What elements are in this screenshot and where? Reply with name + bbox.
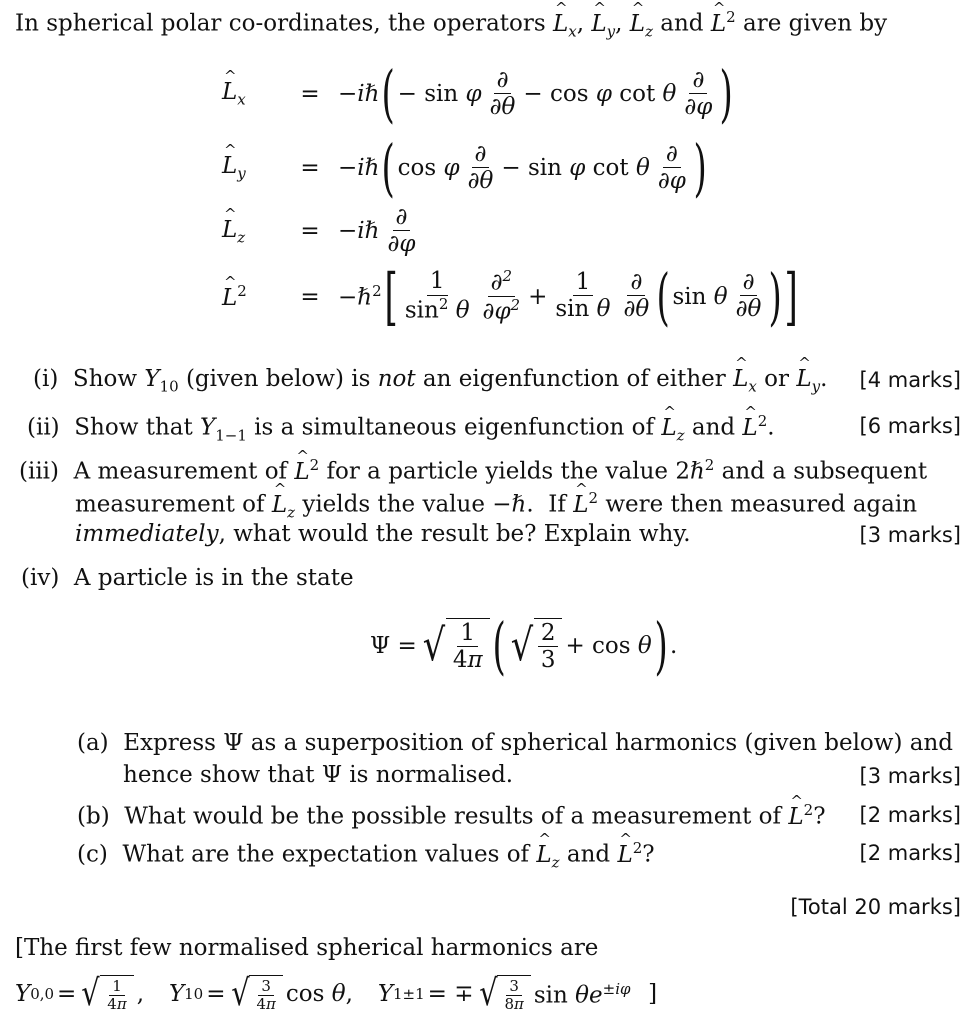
equation-lx: ^ $L_x$ = −iℏ ( − sin φ $\frac{\partial}{\partial\theta}$ − cos φ cot θ $\frac{\partial}{\partial\varphi}$ ) [222, 66, 733, 122]
question-iv: (iv) A particle is in the state [21, 565, 354, 591]
psi-equation: Ψ = √ $\frac{1}{4\pi}$ ( √ $\frac{2}{3}$ + cos θ ) . [370, 609, 678, 682]
intro-text: In spherical polar co-ordinates, the operators ^ $L_x$, ^ $L_y$, ^ $L_z$ and ^ $L^2$ are given by [15, 8, 887, 40]
marks-b: [2 marks] [859, 803, 961, 827]
question-ii: (ii) Show that $Y_{1-1}$ is a simultaneous eigenfunction of ^ $L_z$ and ^ $L^2$. [27, 412, 775, 444]
marks-ii: [6 marks] [859, 414, 961, 438]
subpart-b: (b) What would be the possible results of a measurement of ^ $L^2$? [77, 801, 826, 830]
marks-a: [3 marks] [859, 764, 961, 788]
subpart-a: (a) Express Ψ as a superposition of spherical harmonics (given below) and [77, 730, 953, 756]
marks-iii: [3 marks] [859, 523, 961, 547]
question-i: (i) Show $Y_{10}$ (given below) is not an eigenfunction of either ^ $L_x$ or ^ $L_y$. [33, 366, 827, 396]
equation-ly: ^ $L_y$ = −iℏ ( cos φ $\frac{\partial}{\partial\theta}$ − sin φ cot θ $\frac{\partial}{\partial\varphi}$ ) [222, 140, 706, 196]
question-iii-line2: measurement of ^ $L_z$ yields the value −ℏ. If ^ $L^2$ were then measured again [75, 489, 917, 521]
subpart-a-line2: hence show that Ψ is normalised. [123, 762, 514, 788]
total-marks: [Total 20 marks] [790, 895, 961, 919]
question-iii: (iii) A measurement of ^ $L^2$ for a particle yields the value 2ℏ$^2$ and a subsequent [19, 456, 927, 485]
marks-c: [2 marks] [859, 841, 961, 865]
question-iii-line3: immediately, what would the result be? Explain why. [75, 521, 691, 547]
equation-l2: ^ $L^2$ = −ℏ$^2$ [ $\frac{1}{\sin^2 \theta}$ $\frac{\partial^2}{\partial\varphi^2}$ + $\frac{1}{\text{sin θ}}$ $\frac{\partial}{\partial\theta}$ ( sin θ $\frac{\partial}{\partial\theta}$ ) ] [222, 268, 797, 325]
marks-i: [4 marks] [859, 368, 961, 392]
harmonics-intro: [The first few normalised spherical harmonics are [15, 935, 599, 961]
harmonics-formulae: Y 0,0 = √ $\frac{1}{4\pi}$ , Y 10 = √ $\frac{3}{4\pi}$ cos θ, Y 1±1 = ∓ √ $\frac{3}{8\pi}$ $\sin \theta e^{\pm i\varphi}$ ] [15, 972, 658, 1014]
equation-lz: ^ $L_z$ = −iℏ $\frac{\partial}{\partial\varphi}$ [222, 205, 420, 258]
subpart-c: (c) What are the expectation values of ^ $L_z$ and ^ $L^2$? [77, 839, 655, 871]
